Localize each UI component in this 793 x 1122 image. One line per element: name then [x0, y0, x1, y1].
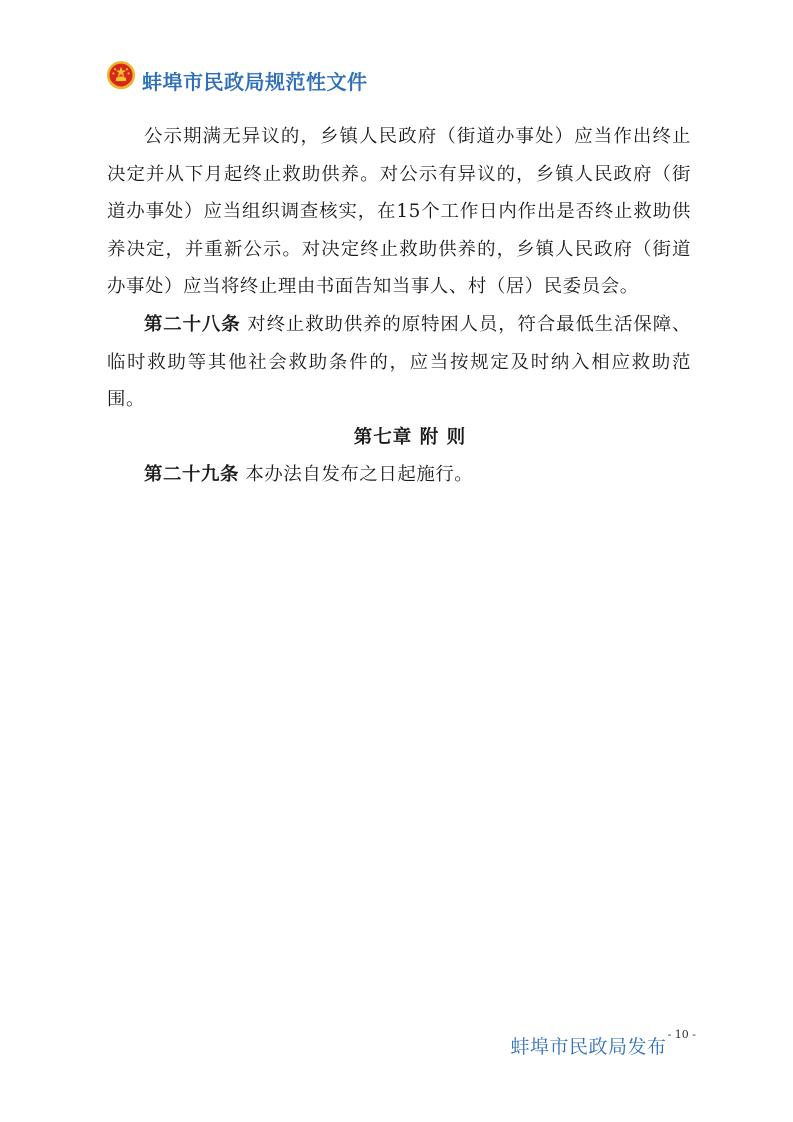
- national-emblem-icon: [104, 59, 138, 93]
- page-number: - 10 -: [667, 1028, 696, 1041]
- article-28: [107, 306, 691, 419]
- article-29: [107, 456, 691, 494]
- article-text: 本办法自发布之日起施行。: [238, 464, 474, 486]
- document-body: [107, 118, 691, 494]
- document-header: [104, 56, 368, 96]
- footer-publisher: 蚌埠市民政局发布: [510, 1036, 667, 1058]
- article-number: 第二十九条: [144, 464, 239, 486]
- document-footer: [511, 1026, 696, 1059]
- article-text: 对终止救助供养的原特困人员，符合最低生活保障、临时救助等其他社会救助条件的，应当按规定及时纳入相应救助范围。: [107, 313, 691, 411]
- paragraph: 公示期满无异议的，乡镇人民政府（街道办事处）应当作出终止决定并从下月起终止救助供养。对公示有异议的，乡镇人民政府（街道办事处）应当组织调查核实，在15个工作日内作出是否终止救助供养决定，并重新公示。对决定终止救助供养的，乡镇人民政府（街道办事处）应当将终止理由书面告知当事人、村（居）民委员会。: [107, 126, 691, 298]
- header-title: 蚌埠市民政局规范性文件: [142, 69, 368, 94]
- article-number: 第二十八条: [144, 313, 241, 335]
- chapter-heading: 第七章 附 则: [353, 426, 467, 448]
